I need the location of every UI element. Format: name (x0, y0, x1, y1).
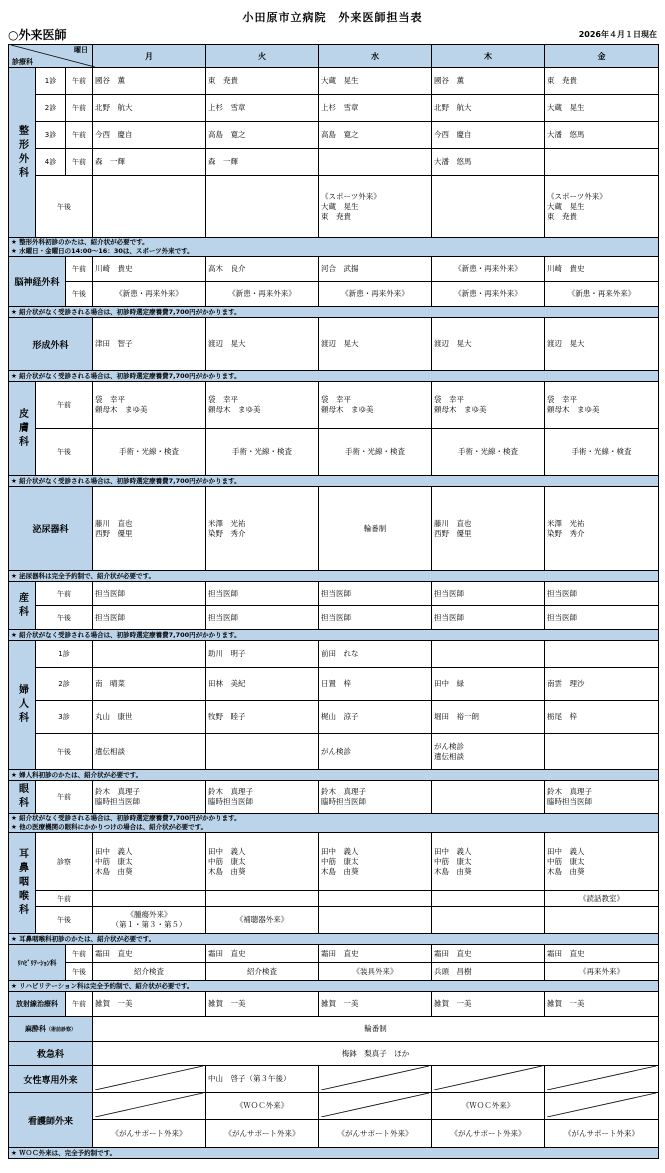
seikei-cell: 國谷 薫 (93, 68, 206, 95)
seikei-cell: 森 一輝 (206, 149, 319, 176)
jibi-cell (432, 907, 545, 934)
hifu-cell: 袋 幸平 頼母木 まゆ美 (319, 382, 432, 429)
dept-keisei: 形成外科 (9, 318, 93, 371)
hifu-note-row (9, 476, 659, 487)
hinyoki-cell: 米澤 光祐 染野 秀介 (545, 487, 659, 571)
houshasen-row (9, 992, 659, 1017)
header-youbi: 曜日 (74, 46, 89, 54)
ganka-note (9, 814, 659, 833)
ganka-cell: 鈴木 真理子 臨時担当医師 (206, 781, 319, 814)
jibi-cell (319, 907, 432, 934)
jibi-cell: 田中 義人 中筋 康太 木島 由葵 (432, 833, 545, 891)
keisei-note-row (9, 371, 659, 382)
kango-cell: 《ＷＯＣ外来》 (206, 1093, 319, 1120)
hifu-row-am (9, 382, 659, 429)
kango-cell: 《ＷＯＣ外来》 (432, 1093, 545, 1120)
riha-note: ★ リハビリテーション科は完全予約制で、紹介状が必要です。 (9, 981, 659, 992)
jibi-cell: 田中 義人 中筋 康太 木島 由葵 (545, 833, 659, 891)
fujin-row-1 (9, 641, 659, 668)
jibi-cell (93, 891, 206, 907)
sanka-cell: 担当医師 (206, 582, 319, 606)
jibi-row-pm (9, 907, 659, 934)
seikei-cell (93, 176, 206, 238)
masui-row (9, 1017, 659, 1042)
keisei-note: ★ 紹介状がなく受診される場合は、初診時選定療養費7,700円がかかります。 (9, 371, 659, 382)
fujin-cell: 牧野 睦子 (206, 701, 319, 734)
hifu-time: 午後 (36, 429, 93, 476)
riha-cell: 霜田 直史 (545, 945, 659, 963)
seikei-cell (432, 176, 545, 238)
header-row (9, 45, 659, 68)
houshasen-cell: 雑賀 一美 (432, 992, 545, 1017)
ganka-cell: 鈴木 真理子 臨時担当医師 (545, 781, 659, 814)
ganka-cell: 鈴木 真理子 臨時担当医師 (319, 781, 432, 814)
kango-cell: 《がんサポート外来》 (93, 1120, 206, 1148)
seikei-cell (319, 149, 432, 176)
riha-row-am (9, 945, 659, 963)
seikei-cell: 《スポーツ外来》 大蔵 晃生 東 尭貴 (545, 176, 659, 238)
kango-empty-cell (93, 1093, 206, 1120)
seikei-cell: 大潘 悠馬 (545, 122, 659, 149)
fujin-row-2 (9, 668, 659, 701)
seikei-room: 1診 (36, 68, 66, 95)
masui-label: 麻酔科 (25, 1025, 46, 1033)
josei-row (9, 1066, 659, 1093)
riha-cell: 紹介検査 (93, 963, 206, 981)
seikei-cell: 森 一輝 (93, 149, 206, 176)
riha-cell: 兵頭 昌樹 (432, 963, 545, 981)
diagonal-slash (95, 1093, 203, 1117)
fujin-row-3 (9, 701, 659, 734)
diagonal-slash (321, 1066, 429, 1090)
seikei-cell (206, 176, 319, 238)
day-thu: 木 (432, 45, 545, 68)
dept-noushinkei: 脳神経外科 (9, 257, 66, 307)
dept-jibi: 耳鼻咽喉科 (9, 833, 36, 934)
ganka-cell: 鈴木 真理子 臨時担当医師 (93, 781, 206, 814)
seikei-row-pm (9, 176, 659, 238)
riha-cell: 霜田 直史 (206, 945, 319, 963)
hifu-cell: 手術・光線・検査 (432, 429, 545, 476)
fujin-cell: 田林 美紀 (206, 668, 319, 701)
jibi-note-row (9, 934, 659, 945)
fujin-cell: 南 晴菜 (93, 668, 206, 701)
fujin-cell: 遺伝相談 (93, 734, 206, 770)
hifu-cell: 手術・光線・検査 (545, 429, 659, 476)
seikei-room: 2診 (36, 95, 66, 122)
ganka-cell (432, 781, 545, 814)
keisei-cell: 渡辺 晃大 (432, 318, 545, 371)
seikei-time: 午前 (66, 149, 93, 176)
ganka-note-row (9, 814, 659, 833)
seikei-cell: 《スポーツ外来》 大蔵 晃生 東 尭貴 (319, 176, 432, 238)
seikei-cell: 高島 寛之 (206, 122, 319, 149)
hifu-cell: 手術・光線・検査 (93, 429, 206, 476)
seikei-row-1 (9, 68, 659, 95)
noushinkei-cell: 川崎 貴史 (545, 257, 659, 282)
fujin-cell: 南雲 理沙 (545, 668, 659, 701)
hifu-row-pm (9, 429, 659, 476)
seikei-time: 午前 (66, 95, 93, 122)
seikei-cell: 今西 慶自 (432, 122, 545, 149)
noushinkei-row-am (9, 257, 659, 282)
jibi-cell: 田中 義人 中筋 康太 木島 由葵 (206, 833, 319, 891)
dept-masui (9, 1017, 93, 1042)
sanka-cell: 担当医師 (432, 582, 545, 606)
seikei-row-3 (9, 122, 659, 149)
kango-cell: 《がんサポート外来》 (545, 1120, 659, 1148)
noushinkei-cell: 《新患・再来外来》 (432, 282, 545, 307)
hinyoki-row (9, 487, 659, 571)
hifu-note: ★ 紹介状がなく受診される場合は、初診時選定療養費7,700円がかかります。 (9, 476, 659, 487)
houshasen-cell: 雑賀 一美 (93, 992, 206, 1017)
hinyoki-note: ★ 泌尿器科は完全予約制で、紹介状が必要です。 (9, 571, 659, 582)
jibi-row-1 (9, 833, 659, 891)
fujin-note: ★ 婦人科初診のかたは、紹介状が必要です。 (9, 770, 659, 781)
jibi-row-am (9, 891, 659, 907)
dept-kyukyu: 救急科 (9, 1042, 93, 1066)
jibi-time: 午前 (36, 891, 93, 907)
noushinkei-time: 午前 (66, 257, 93, 282)
riha-cell: 《装具外来》 (319, 963, 432, 981)
diagonal-slash (321, 1093, 429, 1117)
riha-time: 午後 (66, 963, 93, 981)
keisei-cell: 渡辺 晃大 (545, 318, 659, 371)
keisei-cell: 渡辺 晃大 (206, 318, 319, 371)
kango-note-row (9, 1148, 659, 1159)
hifu-cell: 袋 幸平 頼母木 まゆ美 (206, 382, 319, 429)
riha-cell: 《再来外来》 (545, 963, 659, 981)
noushinkei-cell: 《新患・再来外来》 (319, 282, 432, 307)
fujin-time: 午後 (36, 734, 93, 770)
noushinkei-cell: 《新患・再来外来》 (206, 282, 319, 307)
keisei-row (9, 318, 659, 371)
josei-empty-cell (545, 1066, 659, 1093)
houshasen-cell: 雑賀 一美 (545, 992, 659, 1017)
fujin-cell: がん検診 遺伝相談 (432, 734, 545, 770)
riha-cell: 霜田 直史 (432, 945, 545, 963)
doctor-schedule-table (8, 44, 659, 1159)
fujin-cell: 丸山 康世 (93, 701, 206, 734)
noushinkei-note-row (9, 307, 659, 318)
kyukyu-row (9, 1042, 659, 1066)
day-fri: 金 (545, 45, 659, 68)
section-heading: ○外来医師 (8, 28, 67, 42)
kyukyu-cell: 梅鉢 梨真子 ほか (93, 1042, 659, 1066)
dept-hinyoki: 泌尿器科 (9, 487, 93, 571)
seikei-note (9, 238, 659, 257)
note-line: ★ 他の医療機関の眼科にかかりつけの場合は、紹介状が必要です。 (11, 823, 208, 831)
kango-empty-cell (545, 1093, 659, 1120)
fujin-cell (206, 734, 319, 770)
noushinkei-time: 午後 (66, 282, 93, 307)
seikei-cell: 大蔵 晃生 (545, 95, 659, 122)
dept-sanka: 産科 (9, 582, 36, 630)
kango-row-1 (9, 1093, 659, 1120)
jibi-cell (319, 891, 432, 907)
noushinkei-note: ★ 紹介状がなく受診される場合は、初診時選定療養費7,700円がかかります。 (9, 307, 659, 318)
page-title: 小田原市立病院 外来医師担当表 (242, 11, 423, 24)
noushinkei-cell: 川崎 貴史 (93, 257, 206, 282)
fujin-note-row (9, 770, 659, 781)
dept-josei: 女性専用外来 (9, 1066, 93, 1093)
riha-time: 午前 (66, 945, 93, 963)
houshasen-cell: 雑賀 一美 (319, 992, 432, 1017)
dept-seikei: 整形外科 (9, 68, 36, 238)
diagonal-slash (95, 1066, 203, 1090)
josei-empty-cell (319, 1066, 432, 1093)
day-tue: 火 (206, 45, 319, 68)
note-line: ★ 整形外科初診のかたは、紹介状が必要です。 (11, 238, 149, 246)
diagonal-slash (434, 1066, 542, 1090)
seikei-cell: 北野 航大 (93, 95, 206, 122)
seikei-cell: 國谷 薫 (432, 68, 545, 95)
keisei-cell: 津田 智子 (93, 318, 206, 371)
riha-row-pm (9, 963, 659, 981)
jibi-cell (206, 891, 319, 907)
dept-riha: ﾘﾊﾋﾞﾘﾃｰｼｮﾝ科 (9, 945, 66, 981)
day-mon: 月 (93, 45, 206, 68)
seikei-cell: 北野 航大 (432, 95, 545, 122)
fujin-cell: 栃尾 梓 (545, 701, 659, 734)
fujin-room: 3診 (36, 701, 93, 734)
day-wed: 水 (319, 45, 432, 68)
seikei-cell: 上杉 雪章 (319, 95, 432, 122)
ganka-row (9, 781, 659, 814)
jibi-time: 午後 (36, 907, 93, 934)
jibi-cell (432, 891, 545, 907)
seikei-row-2 (9, 95, 659, 122)
hinyoki-cell: 米澤 光祐 染野 秀介 (206, 487, 319, 571)
fujin-cell: 日置 梓 (319, 668, 432, 701)
jibi-cell: 《補聴器外来》 (206, 907, 319, 934)
hifu-cell: 手術・光線・検査 (206, 429, 319, 476)
hinyoki-cell: 輪番制 (319, 487, 432, 571)
riha-note-row (9, 981, 659, 992)
sanka-cell: 担当医師 (93, 582, 206, 606)
fujin-cell (545, 641, 659, 668)
sanka-cell: 担当医師 (93, 606, 206, 630)
sanka-time: 午後 (36, 606, 93, 630)
note-line: ★ 水曜日・金曜日の14:00～16：30は、スポーツ外来です。 (11, 247, 194, 255)
kango-row-2 (9, 1120, 659, 1148)
hifu-cell: 手術・光線・検査 (319, 429, 432, 476)
kango-empty-cell (319, 1093, 432, 1120)
seikei-time: 午後 (36, 176, 93, 238)
note-line: ★ 紹介状がなく受診される場合は、初診時選定療養費7,700円がかかります。 (11, 814, 241, 822)
diagonal-slash (547, 1093, 656, 1117)
seikei-cell (545, 149, 659, 176)
noushinkei-row-pm (9, 282, 659, 307)
noushinkei-cell: 《新患・再来外来》 (93, 282, 206, 307)
fujin-cell: がん検診 (319, 734, 432, 770)
noushinkei-cell: 《新患・再来外来》 (432, 257, 545, 282)
header-corner (9, 45, 93, 68)
noushinkei-cell: 《新患・再来外来》 (545, 282, 659, 307)
dept-hifu: 皮膚科 (9, 382, 36, 476)
dept-houshasen: 放射線治療科 (9, 992, 66, 1017)
sanka-row-am (9, 582, 659, 606)
hinyoki-cell: 藤川 直也 西野 優里 (432, 487, 545, 571)
sanka-cell: 担当医師 (319, 582, 432, 606)
seikei-row-4 (9, 149, 659, 176)
fujin-cell: 堀田 裕一朗 (432, 701, 545, 734)
seikei-time: 午前 (66, 68, 93, 95)
seikei-cell: 大蔵 晃生 (319, 68, 432, 95)
kango-note: ★ ＷＯＣ外来は、完全予約制です。 (9, 1148, 659, 1159)
sanka-time: 午前 (36, 582, 93, 606)
seikei-cell: 東 尭貴 (206, 68, 319, 95)
seikei-time: 午前 (66, 122, 93, 149)
josei-empty-cell (432, 1066, 545, 1093)
fujin-cell: 田中 緑 (432, 668, 545, 701)
sanka-cell: 担当医師 (206, 606, 319, 630)
seikei-room: 4診 (36, 149, 66, 176)
fujin-room: 2診 (36, 668, 93, 701)
fujin-cell (93, 641, 206, 668)
jibi-cell (545, 907, 659, 934)
hinyoki-note-row (9, 571, 659, 582)
sanka-row-pm (9, 606, 659, 630)
hifu-cell: 袋 幸平 頼母木 まゆ美 (545, 382, 659, 429)
kango-cell: 《がんサポート外来》 (319, 1120, 432, 1148)
jibi-note: ★ 耳鼻咽喉科初診のかたは、紹介状が必要です。 (9, 934, 659, 945)
hifu-time: 午前 (36, 382, 93, 429)
jibi-cell: 《腫瘍外来》 （第１・第３・第５） (93, 907, 206, 934)
masui-sub: （術前診察） (46, 1027, 77, 1033)
as-of-date: 2026年４月１日現在 (578, 30, 657, 39)
dept-fujin: 婦人科 (9, 641, 36, 770)
jibi-time: 診察 (36, 833, 93, 891)
josei-cell: 中山 啓子（第３午後） (206, 1066, 319, 1093)
hinyoki-cell: 藤川 直也 西野 優里 (93, 487, 206, 571)
diagonal-slash (547, 1066, 656, 1090)
seikei-note-row (9, 238, 659, 257)
hifu-cell: 袋 幸平 頼母木 まゆ美 (432, 382, 545, 429)
seikei-cell: 高島 寛之 (319, 122, 432, 149)
riha-cell: 霜田 直史 (319, 945, 432, 963)
jibi-cell: 《読話教室》 (545, 891, 659, 907)
fujin-room: 1診 (36, 641, 93, 668)
sanka-cell: 担当医師 (545, 606, 659, 630)
noushinkei-cell: 高木 良介 (206, 257, 319, 282)
sanka-cell: 担当医師 (545, 582, 659, 606)
kango-cell: 《がんサポート外来》 (206, 1120, 319, 1148)
jibi-cell: 田中 義人 中筋 康太 木島 由葵 (93, 833, 206, 891)
seikei-cell: 上杉 雪章 (206, 95, 319, 122)
dept-kango: 看護師外来 (9, 1093, 93, 1148)
seikei-cell: 今西 慶自 (93, 122, 206, 149)
houshasen-time: 午前 (66, 992, 93, 1017)
hifu-cell: 袋 幸平 頼母木 まゆ美 (93, 382, 206, 429)
fujin-cell: 助川 明子 (206, 641, 319, 668)
kango-cell: 《がんサポート外来》 (432, 1120, 545, 1148)
fujin-cell: 前田 れな (319, 641, 432, 668)
header-shinryoka: 診療科 (12, 58, 33, 66)
noushinkei-cell: 河合 武揚 (319, 257, 432, 282)
keisei-cell: 渡辺 晃大 (319, 318, 432, 371)
riha-cell: 紹介検査 (206, 963, 319, 981)
dept-ganka: 眼科 (9, 781, 36, 814)
seikei-room: 3診 (36, 122, 66, 149)
seikei-cell: 大潘 悠馬 (432, 149, 545, 176)
houshasen-cell: 雑賀 一美 (206, 992, 319, 1017)
sanka-cell: 担当医師 (432, 606, 545, 630)
fujin-cell (432, 641, 545, 668)
masui-cell: 輪番制 (93, 1017, 659, 1042)
sanka-note-row (9, 630, 659, 641)
josei-empty-cell (93, 1066, 206, 1093)
ganka-time: 午前 (36, 781, 93, 814)
fujin-row-pm (9, 734, 659, 770)
seikei-cell: 東 尭貴 (545, 68, 659, 95)
fujin-cell: 梶山 涼子 (319, 701, 432, 734)
fujin-cell (545, 734, 659, 770)
riha-cell: 霜田 直史 (93, 945, 206, 963)
sanka-cell: 担当医師 (319, 606, 432, 630)
jibi-cell: 田中 義人 中筋 康太 木島 由葵 (319, 833, 432, 891)
sanka-note: ★ 紹介状がなく受診される場合は、初診時選定療養費7,700円がかかります。 (9, 630, 659, 641)
